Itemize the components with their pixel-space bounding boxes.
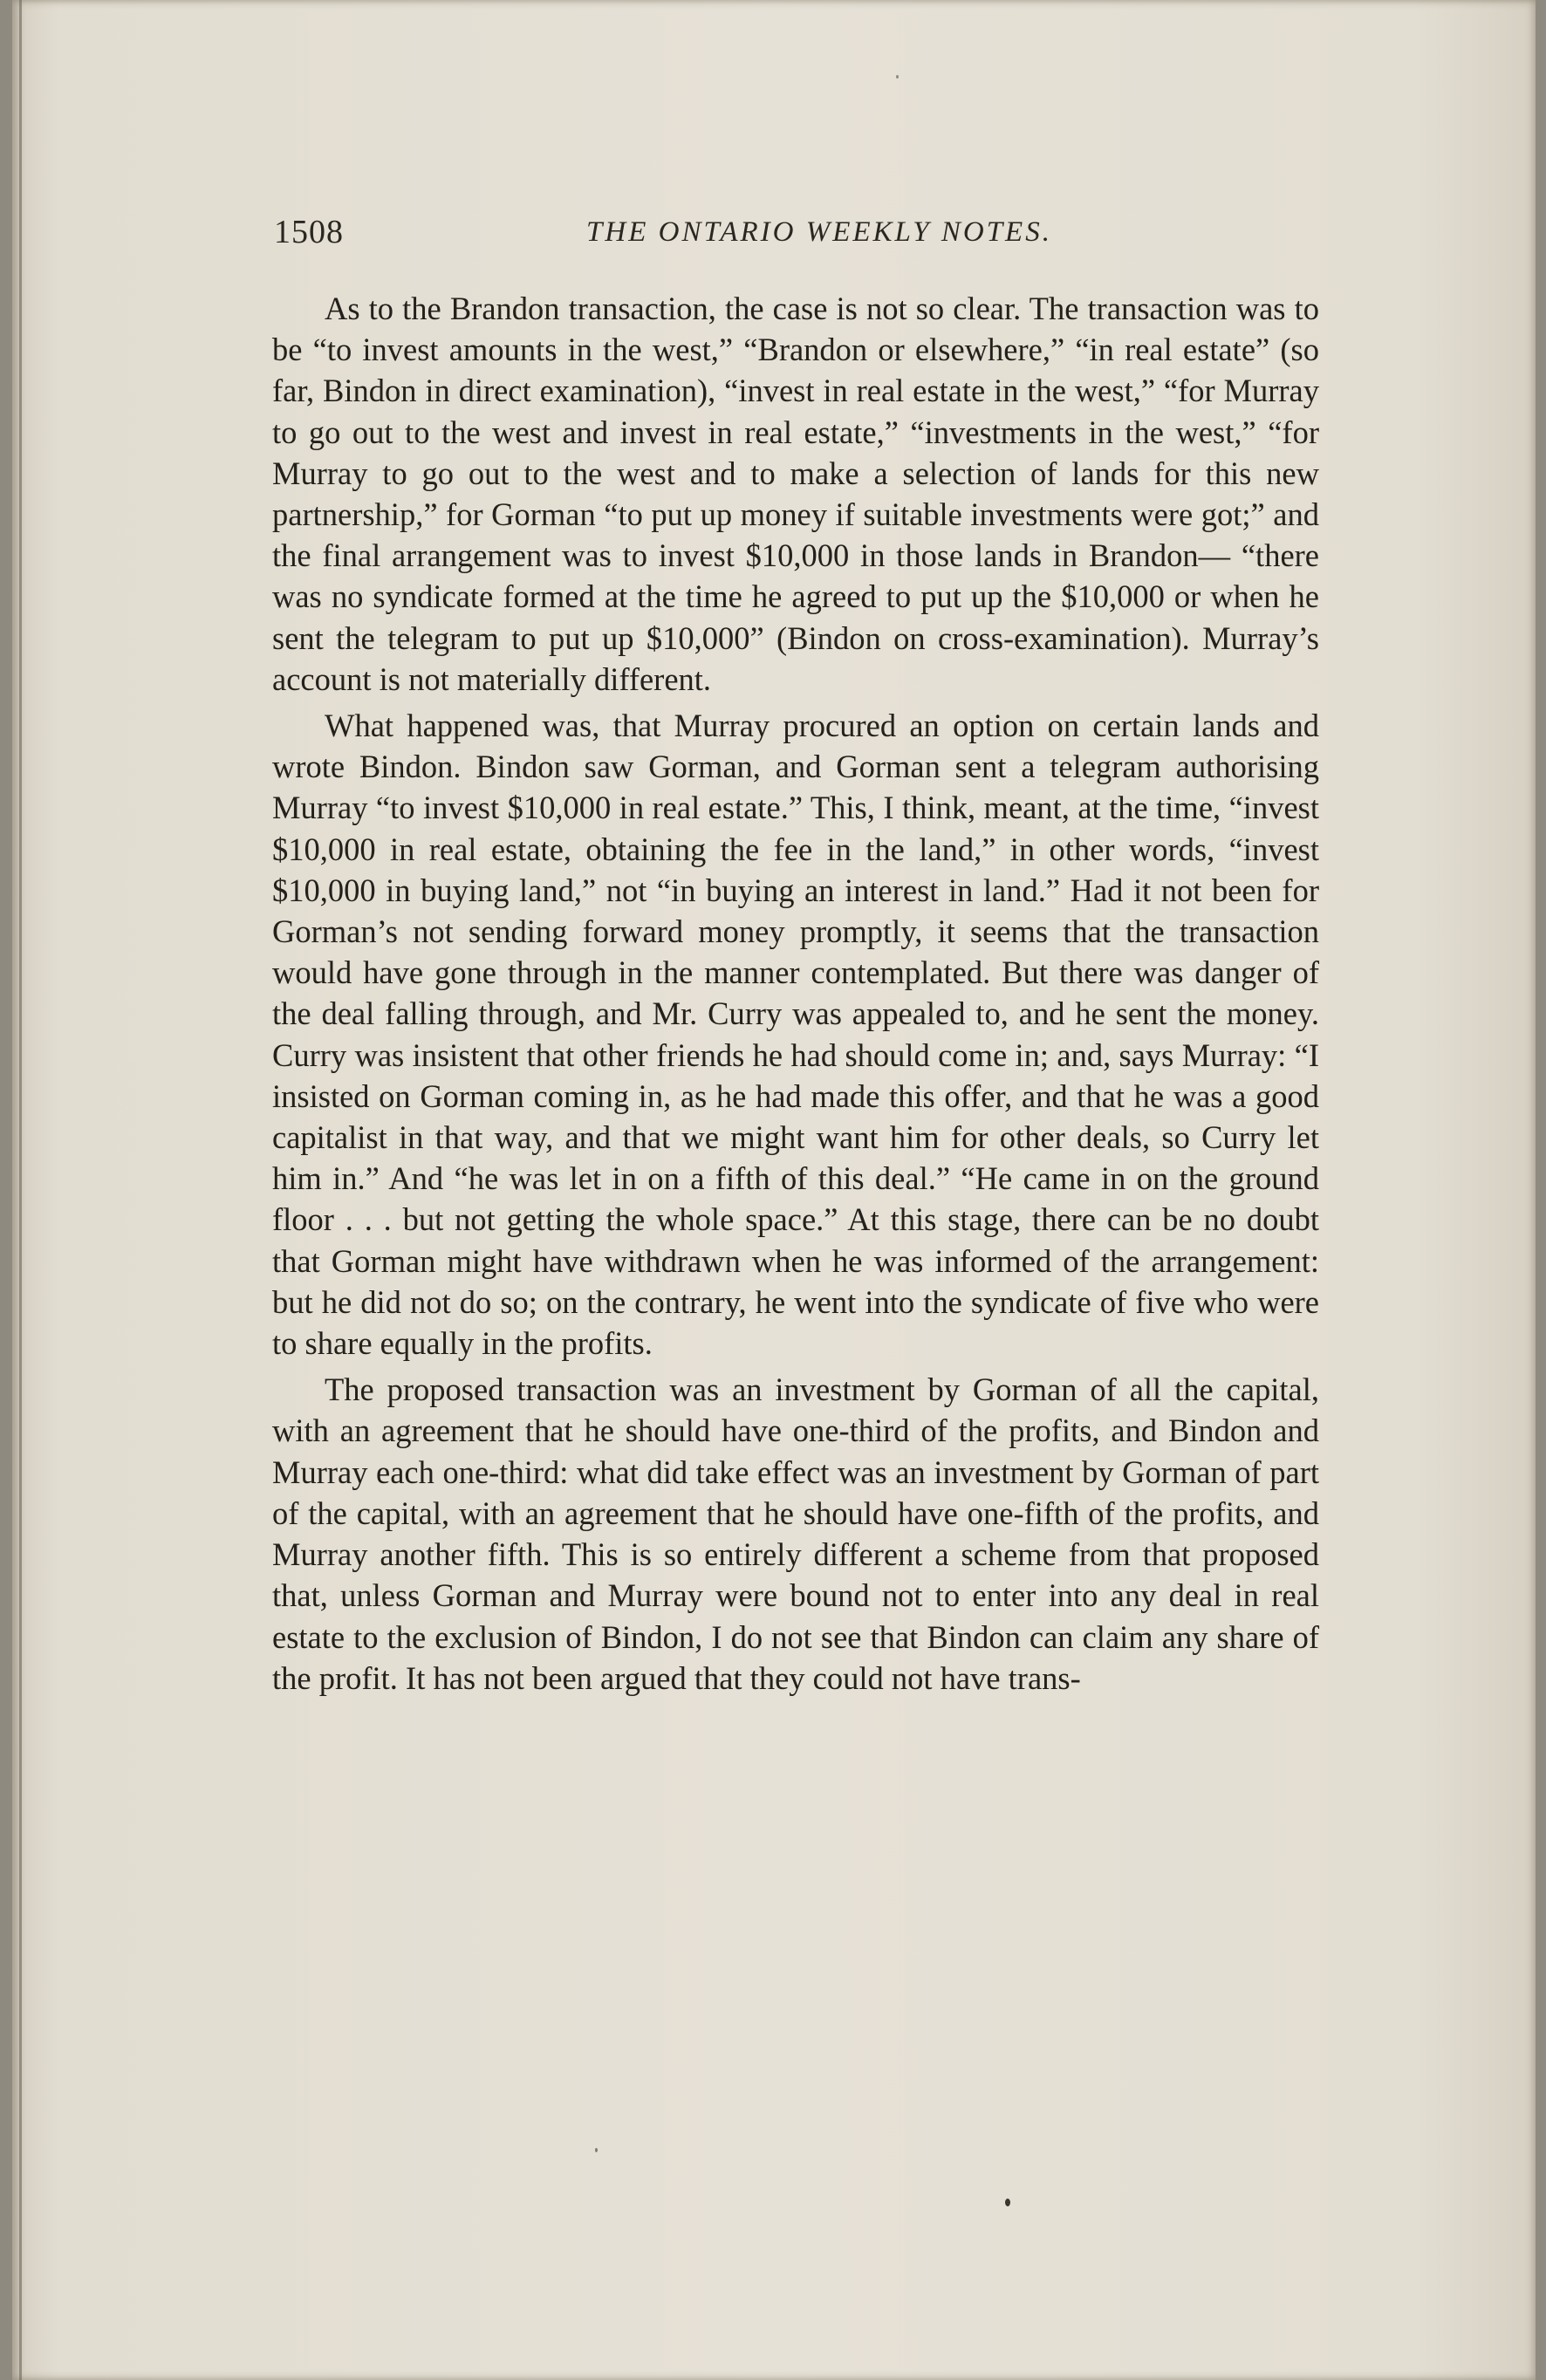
- page-header: [274, 213, 1330, 265]
- page-number: 1508: [274, 214, 344, 250]
- running-head: THE ONTARIO WEEKLY NOTES.: [586, 216, 1052, 248]
- paragraph-brandon-transaction: As to the Brandon transaction, the case is not so clear. The transaction was to be “to invest amounts in the west,” “Brandon or elsewhere,” “in real estate” (so far, Bindon in direct examination), “invest in real estate in the west,” “for Murray to go out to the west and invest in real estate,” “investments in the west,” “for Murray to go out to the west and to make a selection of lands for this new partnership,” for Gorman “to put up money if suitable investments were got;” and the final arrangement was to invest $10,000 in those lands in Brandon— “there was no syndicate formed at the time he agreed to put up the $10,000 or when he sent the telegram to put up $10,000” (Bindon on cross-examination). Murray’s account is not materially different.: [272, 291, 1319, 697]
- paragraph-what-happened: What happened was, that Murray procured an option on certain lands and wrote Bindon. Bindon saw Gorman, and Gorman sent a telegram authorising Murray “to invest $10,000 in real estate.” This, I think, meant, at the time, “invest $10,000 in real estate, obtaining the fee in the land,” in other words, “invest $10,000 in buying land,” not “in buying an interest in land.” Had it not been for Gorman’s not sending forward money promptly, it seems that the transaction would have gone through in the manner contemplated. But there was danger of the deal falling through, and Mr. Curry was appealed to, and he sent the money. Curry was insistent that other friends he had should come in; and, says Murray: “I insisted on Gorman coming in, as he had made this offer, and that he was a good capitalist in that way, and that we might want him for other deals, so Curry let him in.” And “he was let in on a fifth of this deal.” “He came in on the ground floor . . . but not getting the whole space.” At this stage, there can be no doubt that Gorman might have withdrawn when he was informed of the arrangement: but he did not do so; on the contrary, he went into the syndicate of five who were to share equally in the profits.: [272, 708, 1319, 1362]
- paper-speck: [896, 75, 899, 79]
- paper-speck: [595, 2148, 598, 2152]
- page-gutter: [19, 0, 22, 2380]
- paper-speck: [1005, 2199, 1010, 2206]
- paragraph-proposed-transaction: The proposed transaction was an investment by Gorman of all the capital, with an agreement that he should have one-third of the profits, and Bindon and Murray each one-third: what did take effect was an investment by Gorman of part of the capital, with an agreement that he should have one-fifth of the profits, and Murray another fifth. This is so entirely different a scheme from that proposed that, unless Gorman and Murray were bound not to enter into any deal in real estate to the exclusion of Bindon, I do not see that Bindon can claim any share of the profit. It has not been argued that they could not have trans-: [272, 1371, 1319, 1696]
- body-text: [272, 288, 1319, 1704]
- book-page: [12, 0, 1536, 2380]
